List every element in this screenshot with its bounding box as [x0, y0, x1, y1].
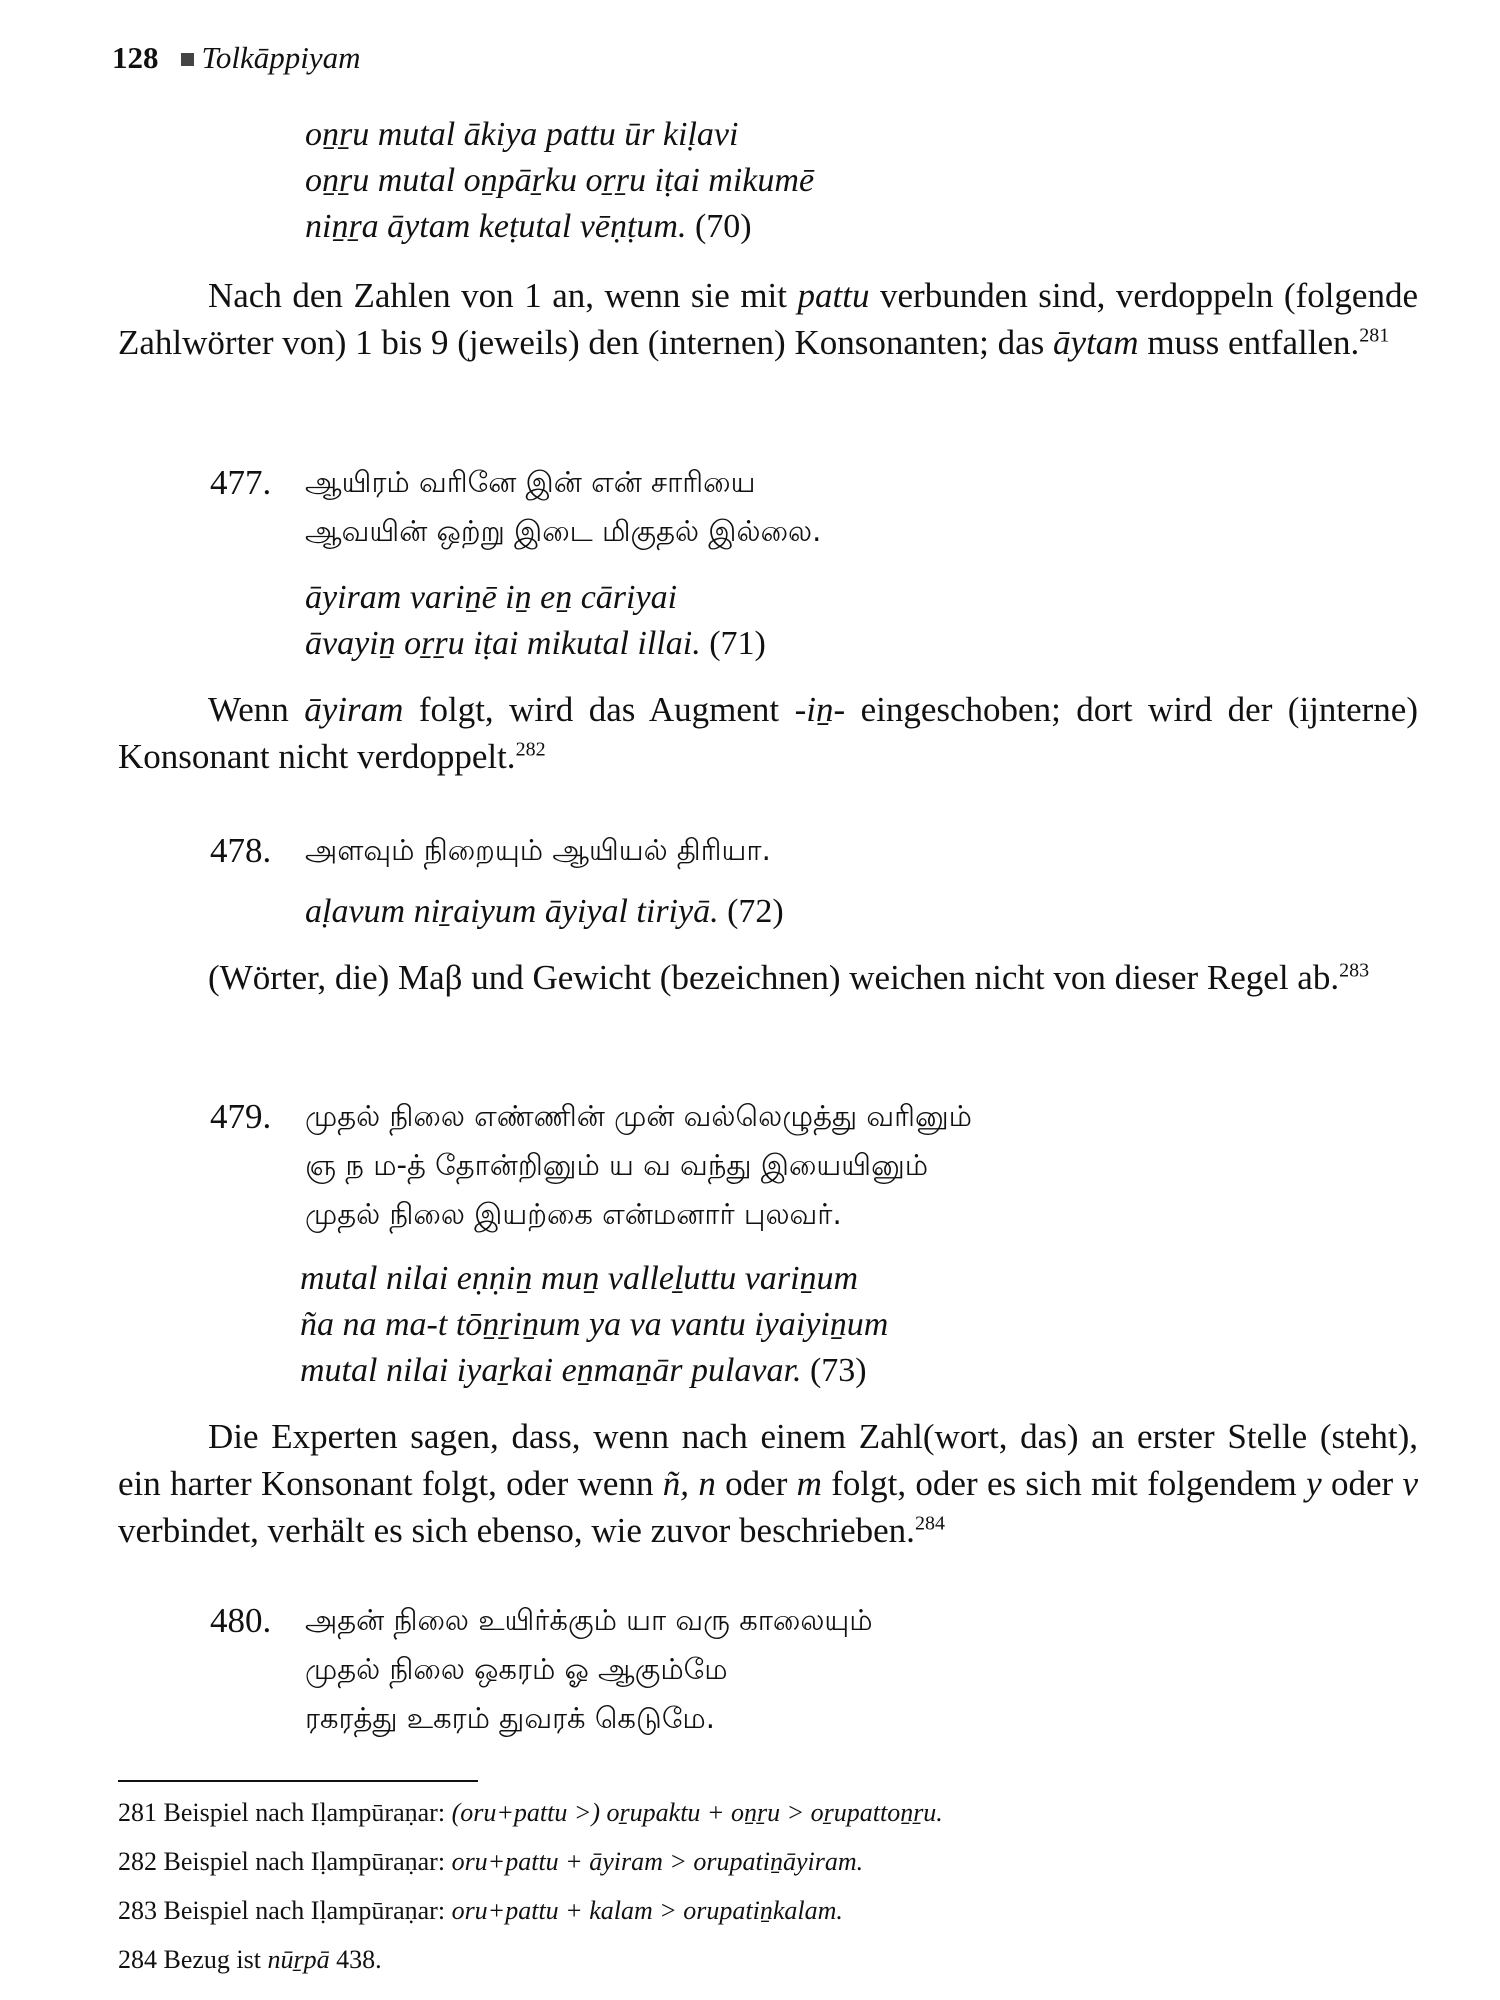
verse-line: aḷavum niṟaiyum āyiyal tiriyā. (72)	[305, 893, 784, 930]
tamil-line: ஞ ந ம-த் தோன்றினும் ய வ வந்து இயையினும்	[305, 1148, 929, 1182]
sutra-477-transliteration	[305, 575, 766, 667]
verse-70	[305, 112, 814, 250]
book-title: Tolkāppiyam	[201, 40, 361, 75]
running-header	[112, 40, 361, 76]
sutra-number: 479.	[210, 1097, 272, 1136]
bullet-square-icon	[181, 53, 194, 66]
sutra-number: 477.	[210, 463, 272, 502]
translation-paragraph-73: Die Experten sagen, dass, wenn nach einem Zahl(wort, das) an erster Stelle (steht), ein harter Konsonant folgt, oder wenn ñ, n oder m folgt, oder es sich mit folgendem y oder v verbindet, verhält es sich ebenso, wie zuvor beschrieben.$^{284}$	[118, 1417, 1418, 1550]
sutra-479-tamil	[210, 1092, 972, 1239]
footnote-284: 284 Bezug ist nūṟpā 438.	[118, 1945, 382, 1974]
translation-paragraph-71: Wenn āyiram folgt, wird das Augment -iṉ- eingeschoben; dort wird der (ijnterne) Konsonant nicht verdoppelt.$^{282}$	[118, 690, 1418, 776]
tamil-line: அதன் நிலை உயிர்க்கும் யா வரு காலையும்	[305, 1603, 873, 1637]
footnote-ref: 284	[914, 1512, 945, 1535]
verse-number: (72)	[727, 893, 784, 930]
footnote-ref: 282	[515, 738, 546, 761]
verse-number: (70)	[694, 208, 752, 245]
verse-number: (71)	[709, 625, 766, 662]
verse-number: (73)	[809, 1352, 867, 1389]
verse-line: ña na ma-t tōṉṟiṉum ya va vantu iyaiyiṉum	[300, 1306, 889, 1343]
sutra-number: 478.	[210, 831, 272, 870]
sutra-478-transliteration	[305, 889, 784, 935]
footnote-283: 283 Beispiel nach Iḷampūraṇar: oru+pattu + kalam > orupatiṉkalam.	[118, 1896, 843, 1925]
verse-line: oṉṟu mutal ākiya pattu ūr kiḷavi	[305, 116, 739, 153]
footnote-281: 281 Beispiel nach Iḷampūraṇar: (oru+pattu >) oṟupaktu + oṉṟu > oṟupattoṉṟu.	[118, 1798, 943, 1827]
sutra-number: 480.	[210, 1601, 272, 1640]
verse-line: niṉṟa āytam keṭutal vēṇṭum. (70)	[305, 208, 752, 245]
tamil-line: ஆவயின் ஒற்று இடை மிகுதல் இல்லை.	[305, 514, 822, 548]
footnote-ref: 281	[1359, 324, 1390, 347]
footnote-ref: 283	[1339, 959, 1370, 982]
page-number: 128	[112, 40, 159, 75]
sutra-480-tamil	[210, 1596, 873, 1743]
tamil-line: அளவும் நிறையும் ஆயியல் திரியா.	[305, 833, 771, 867]
sutra-478-tamil	[210, 826, 771, 875]
footnote-282: 282 Beispiel nach Iḷampūraṇar: oru+pattu + āyiram > orupatiṉāyiram.	[118, 1847, 864, 1876]
sutra-479-transliteration	[300, 1256, 888, 1394]
footnote-divider	[118, 1780, 478, 1782]
verse-line: āyiram variṉē iṉ eṉ cāriyai	[305, 579, 678, 616]
tamil-line: முதல் நிலை ஒகரம் ஓ ஆகும்மே	[305, 1652, 728, 1686]
tamil-line: முதல் நிலை எண்ணின் முன் வல்லெழுத்து வரினும்	[305, 1099, 972, 1133]
verse-line: mutal nilai eṇṇiṉ muṉ valleḻuttu variṉum	[300, 1260, 859, 1297]
verse-line: oṉṟu mutal oṉpāṟku oṟṟu iṭai mikumē	[305, 162, 815, 199]
translation-paragraph-72: (Wörter, die) Maβ und Gewicht (bezeichnen) weichen nicht von dieser Regel ab.$^{283}$	[208, 958, 1370, 997]
verse-line: āvayiṉ oṟṟu iṭai mikutal illai. (71)	[305, 625, 766, 662]
sutra-477-tamil	[210, 458, 822, 556]
tamil-line: முதல் நிலை இயற்கை என்மனார் புலவர்.	[305, 1197, 842, 1231]
tamil-line: ரகரத்து உகரம் துவரக் கெடுமே.	[305, 1701, 715, 1735]
verse-line: mutal nilai iyaṟkai eṉmaṉār pulavar. (73)	[300, 1352, 867, 1389]
tamil-line: ஆயிரம் வரினே இன் என் சாரியை	[305, 465, 756, 499]
translation-paragraph-70: Nach den Zahlen von 1 an, wenn sie mit pattu verbunden sind, verdoppeln (folgende Zahlwörter von) 1 bis 9 (jeweils) den (internen) Konsonanten; das āytam muss entfallen.$^{281}$	[118, 276, 1419, 362]
